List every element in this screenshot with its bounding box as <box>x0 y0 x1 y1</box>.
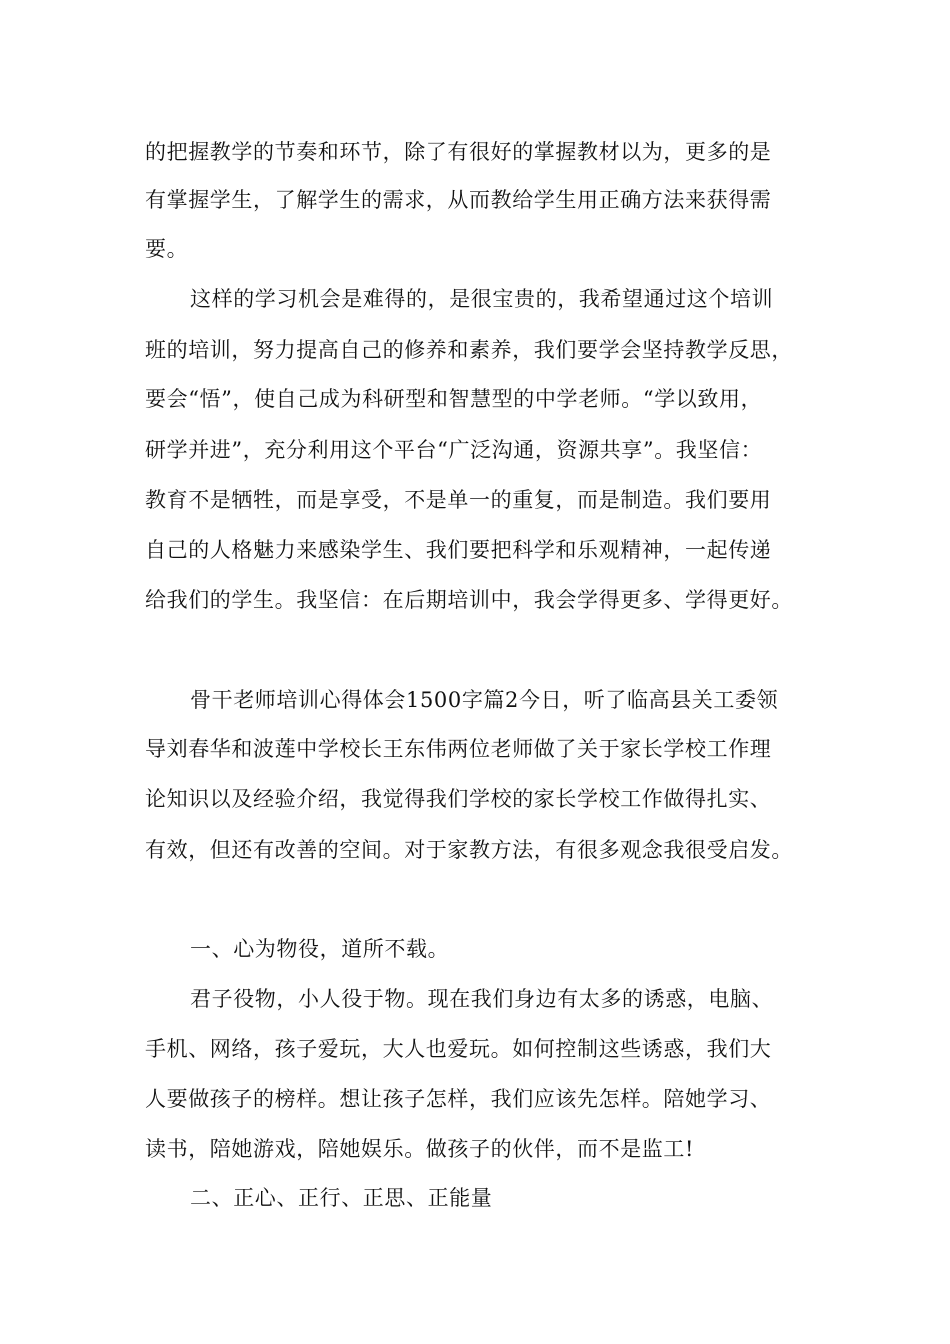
paragraph-3-line-2: 导刘春华和波莲中学校长王东伟两位老师做了关于家长学校工作理 <box>145 737 772 761</box>
paragraph-2-line-2: 班的培训，努力提高自己的修养和素养，我们要学会坚持教学反思， <box>145 338 793 362</box>
paragraph-2-line-1: 这样的学习机会是难得的，是很宝贵的，我希望通过这个培训 <box>190 287 774 311</box>
paragraph-2-line-4: 研学并进”，充分利用这个平台“广泛沟通，资源共享”。我坚信： <box>145 438 763 462</box>
paragraph-2-line-7: 给我们的学生。我坚信：在后期培训中，我会学得更多、学得更好。 <box>145 588 793 612</box>
section-heading-1: 一、心为物役，道所不载。 <box>190 937 450 961</box>
paragraph-2-line-5: 教育不是牺牲，而是享受，不是单一的重复，而是制造。我们要用 <box>145 488 772 512</box>
paragraph-1-line-3: 要。 <box>145 237 189 261</box>
paragraph-4-line-1: 君子役物，小人役于物。现在我们身边有太多的诱惑，电脑、 <box>190 987 774 1011</box>
paragraph-3-line-4: 有效，但还有改善的空间。对于家教方法，有很多观念我很受启发。 <box>145 838 793 862</box>
paragraph-3-line-1: 骨干老师培训心得体会1500字篇2今日，听了临高县关工委领 <box>190 688 779 712</box>
paragraph-1-line-1: 的把握教学的节奏和环节，除了有很好的掌握教材以为，更多的是 <box>145 140 772 164</box>
paragraph-1-line-2: 有掌握学生，了解学生的需求，从而教给学生用正确方法来获得需 <box>145 188 772 212</box>
paragraph-4-line-2: 手机、网络，孩子爱玩，大人也爱玩。如何控制这些诱惑，我们大 <box>145 1037 772 1061</box>
paragraph-4-line-4: 读书，陪她游戏，陪她娱乐。做孩子的伙伴，而不是监工! <box>145 1137 695 1161</box>
paragraph-2-line-6: 自己的人格魅力来感染学生、我们要把科学和乐观精神，一起传递 <box>145 538 772 562</box>
paragraph-2-line-3: 要会“悟”，使自己成为科研型和智慧型的中学老师。“学以致用， <box>145 387 763 411</box>
paragraph-4-line-3: 人要做孩子的榜样。想让孩子怎样，我们应该先怎样。陪她学习、 <box>145 1087 772 1111</box>
paragraph-3-line-3: 论知识以及经验介绍，我觉得我们学校的家长学校工作做得扎实、 <box>145 787 772 811</box>
section-heading-2: 二、正心、正行、正思、正能量 <box>190 1186 493 1210</box>
